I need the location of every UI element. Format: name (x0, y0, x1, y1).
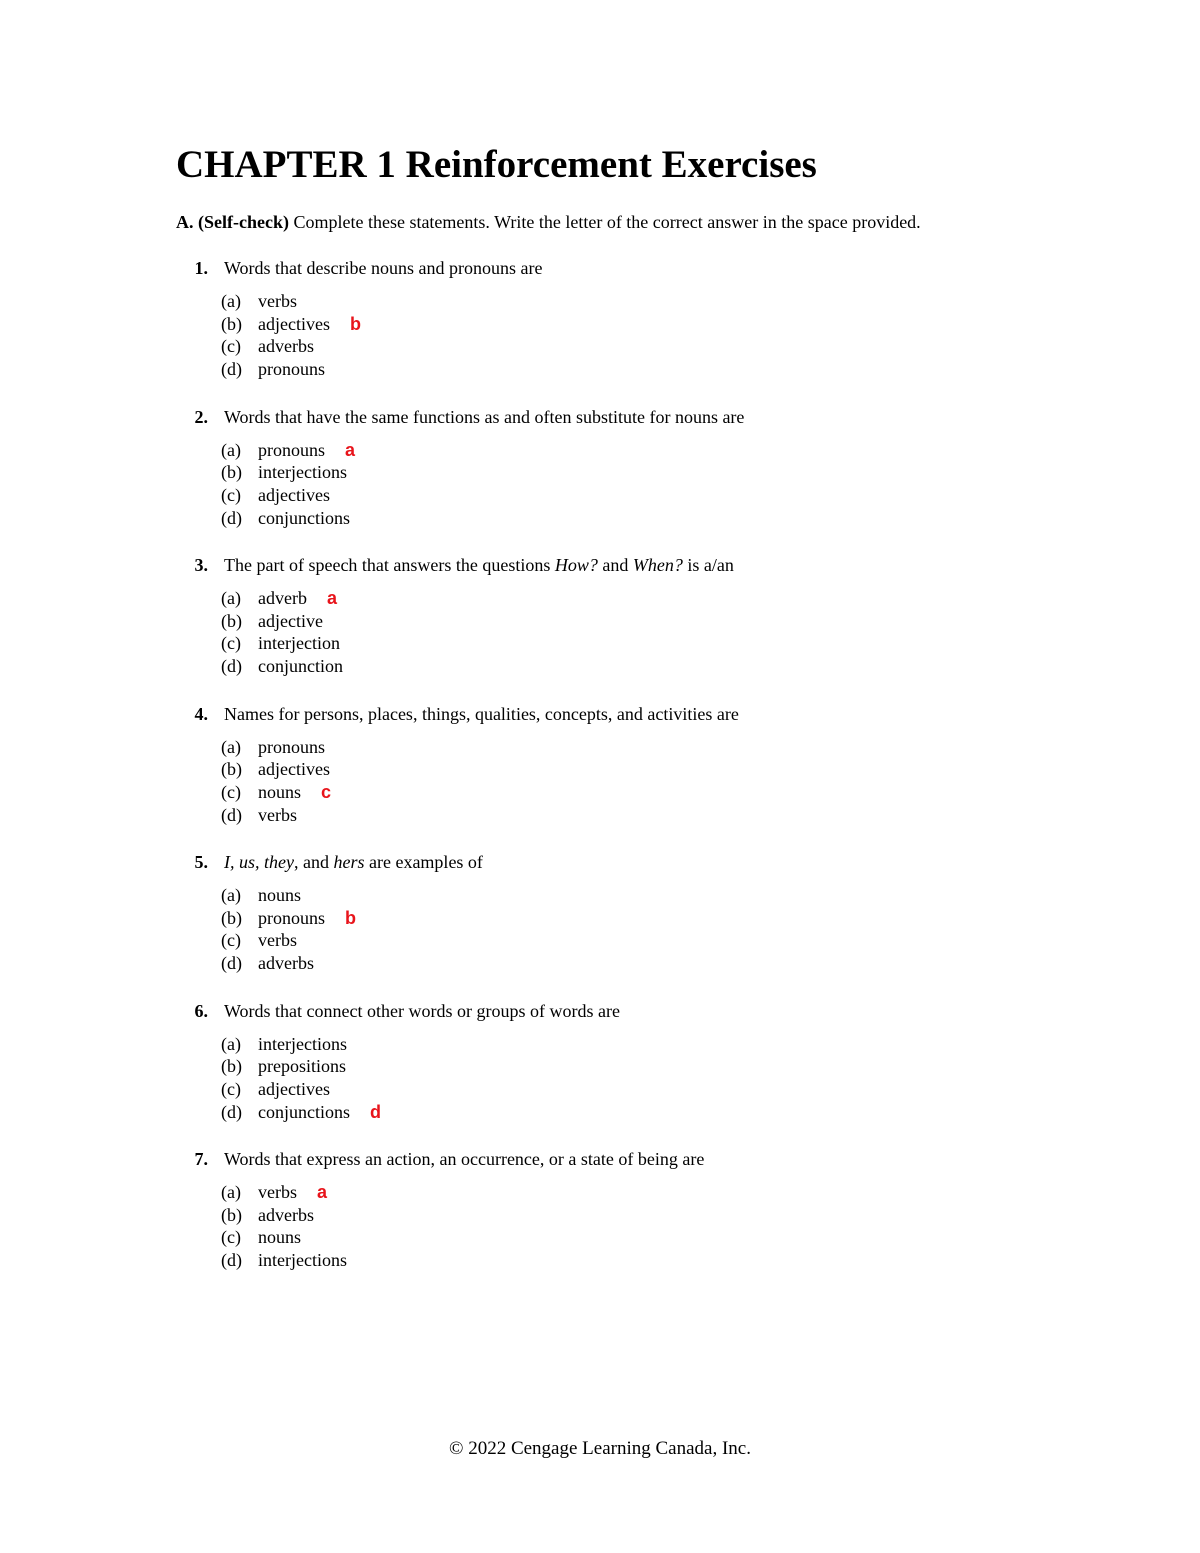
option-letter: (a) (221, 291, 241, 311)
question-stem (176, 552, 1076, 578)
option-text: nouns (258, 1227, 302, 1248)
question-item (176, 255, 1076, 404)
option-text: adjective (258, 610, 323, 631)
question-text-segment: is a/an (682, 555, 734, 575)
option-text: pronouns (258, 736, 325, 757)
option-letter: (d) (221, 953, 242, 974)
option-text: interjections (258, 462, 347, 483)
answer-option (221, 290, 361, 313)
option-text: conjunction (258, 656, 343, 677)
instructions-lead: A. (Self-check) (176, 212, 289, 232)
answer-option (221, 907, 356, 930)
question-text (224, 849, 483, 875)
option-text: adjectives (258, 313, 330, 334)
answer-options (221, 290, 361, 381)
option-text: adverb (258, 588, 307, 608)
question-number: 4. (194, 703, 208, 724)
question-text-segment: Words that have the same functions as and often substitute for nouns are (224, 406, 745, 427)
option-letter: (d) (221, 359, 242, 380)
instructions (176, 209, 921, 235)
question-text (224, 552, 734, 578)
option-letter: (b) (221, 313, 242, 334)
option-letter: (b) (221, 759, 242, 780)
question-stem (176, 998, 1076, 1024)
correct-answer-mark: b (349, 313, 361, 334)
option-letter: (b) (221, 907, 242, 928)
question-text-italic: hers (333, 852, 365, 872)
correct-answer-mark: d (370, 1101, 381, 1122)
answer-option (221, 461, 355, 484)
option-letter: (c) (221, 781, 241, 802)
question-text-segment: The part of speech that answers the questions (224, 555, 555, 575)
correct-answer-mark: a (345, 439, 356, 460)
option-letter: (d) (221, 507, 242, 528)
answer-option (221, 484, 355, 507)
answer-option (221, 1249, 347, 1272)
option-letter: (a) (221, 1182, 241, 1202)
instructions-text: Complete these statements. Write the letter of the correct answer in the space provided. (288, 212, 921, 232)
answer-option (221, 358, 361, 381)
option-letter: (d) (221, 656, 242, 677)
option-letter: (a) (221, 439, 241, 460)
answer-option (221, 804, 331, 827)
option-text: adjectives (258, 484, 330, 505)
question-item (176, 552, 1076, 701)
option-text: adjectives (258, 1078, 330, 1099)
answer-option (221, 1033, 381, 1056)
question-stem (176, 849, 1076, 875)
answer-option (221, 610, 343, 633)
answer-option (221, 1204, 347, 1227)
question-list (176, 255, 1076, 1295)
option-text: pronouns (258, 907, 325, 928)
question-text-segment: are examples of (364, 852, 483, 872)
correct-answer-mark: a (326, 588, 337, 608)
question-text-segment: Words that express an action, an occurrence, or a state of being are (224, 1149, 705, 1169)
answer-option (221, 952, 356, 975)
option-text: pronouns (258, 439, 325, 460)
option-letter: (c) (221, 336, 241, 357)
option-letter: (d) (221, 1101, 242, 1122)
answer-option (221, 587, 343, 610)
copyright-footer: © 2022 Cengage Learning Canada, Inc. (449, 1438, 751, 1459)
option-letter: (a) (221, 885, 241, 905)
answer-option (221, 507, 355, 530)
question-stem (176, 1146, 1076, 1172)
answer-option (221, 884, 356, 907)
answer-option (221, 1101, 381, 1124)
option-text: pronouns (258, 359, 325, 380)
option-letter: (b) (221, 1056, 242, 1077)
option-text: adjectives (258, 759, 330, 780)
option-letter: (b) (221, 462, 242, 483)
option-text: adverbs (258, 953, 314, 974)
question-number: 7. (194, 1149, 208, 1169)
option-letter: (c) (221, 930, 241, 951)
option-text: verbs (258, 291, 297, 311)
option-text: interjections (258, 1250, 347, 1271)
question-stem (176, 404, 1076, 430)
answer-option (221, 1181, 347, 1204)
correct-answer-mark: a (317, 1182, 328, 1202)
option-text: interjections (258, 1033, 347, 1054)
option-letter: (a) (221, 1033, 241, 1054)
question-number: 3. (194, 555, 208, 575)
answer-options (221, 1033, 381, 1124)
option-text: nouns (258, 885, 302, 905)
question-item (176, 404, 1076, 553)
question-stem (176, 255, 1076, 281)
answer-option (221, 1226, 347, 1249)
answer-option (221, 1055, 381, 1078)
answer-options (221, 439, 355, 530)
option-letter: (b) (221, 610, 242, 631)
question-number: 6. (194, 1000, 208, 1021)
question-text-italic: I, us, they (224, 852, 294, 872)
question-text-segment: Words that describe nouns and pronouns are (224, 258, 543, 278)
question-number: 2. (194, 406, 208, 427)
question-number: 1. (194, 258, 208, 278)
answer-option (221, 929, 356, 952)
question-text (224, 255, 542, 281)
question-text (224, 1146, 704, 1172)
question-text (224, 404, 744, 430)
question-text (224, 701, 739, 727)
question-text-segment: Names for persons, places, things, qualities, concepts, and activities are (224, 703, 739, 724)
question-text-italic: When? (632, 555, 683, 575)
option-text: conjunctions (258, 507, 350, 528)
answer-option (221, 655, 343, 678)
answer-option (221, 1078, 381, 1101)
answer-option (221, 313, 361, 336)
answer-option (221, 758, 331, 781)
question-text-segment: and (597, 555, 633, 575)
question-item (176, 1146, 1076, 1295)
option-letter: (a) (221, 736, 241, 757)
option-text: verbs (258, 804, 297, 825)
option-text: conjunctions (258, 1101, 350, 1122)
question-item (176, 998, 1076, 1147)
question-text-italic: How? (554, 555, 598, 575)
option-letter: (a) (221, 588, 241, 608)
question-text-segment: Words that connect other words or groups of words are (224, 1000, 620, 1021)
option-letter: (d) (221, 804, 242, 825)
answer-option (221, 439, 355, 462)
option-text: adverbs (258, 336, 314, 357)
answer-options (221, 1181, 347, 1272)
option-text: adverbs (258, 1204, 314, 1225)
correct-answer-mark: c (321, 781, 332, 802)
question-item (176, 701, 1076, 850)
option-letter: (b) (221, 1204, 242, 1225)
option-text: verbs (258, 930, 297, 951)
question-item (176, 849, 1076, 998)
answer-options (221, 736, 331, 827)
option-text: prepositions (258, 1056, 346, 1077)
option-text: interjection (258, 633, 340, 654)
page-title: CHAPTER 1 Reinforcement Exercises (176, 143, 817, 186)
answer-options (221, 587, 343, 678)
option-text: verbs (258, 1182, 297, 1202)
answer-option (221, 736, 331, 759)
question-text (224, 998, 620, 1024)
answer-options (221, 884, 356, 975)
option-letter: (c) (221, 484, 241, 505)
option-text: nouns (258, 781, 302, 802)
correct-answer-mark: b (345, 907, 356, 928)
question-number: 5. (194, 852, 208, 872)
option-letter: (c) (221, 633, 241, 654)
option-letter: (c) (221, 1227, 241, 1248)
option-letter: (d) (221, 1250, 242, 1271)
answer-option (221, 781, 331, 804)
answer-option (221, 335, 361, 358)
option-letter: (c) (221, 1078, 241, 1099)
question-stem (176, 701, 1076, 727)
answer-option (221, 632, 343, 655)
question-text-segment: , and (293, 852, 334, 872)
